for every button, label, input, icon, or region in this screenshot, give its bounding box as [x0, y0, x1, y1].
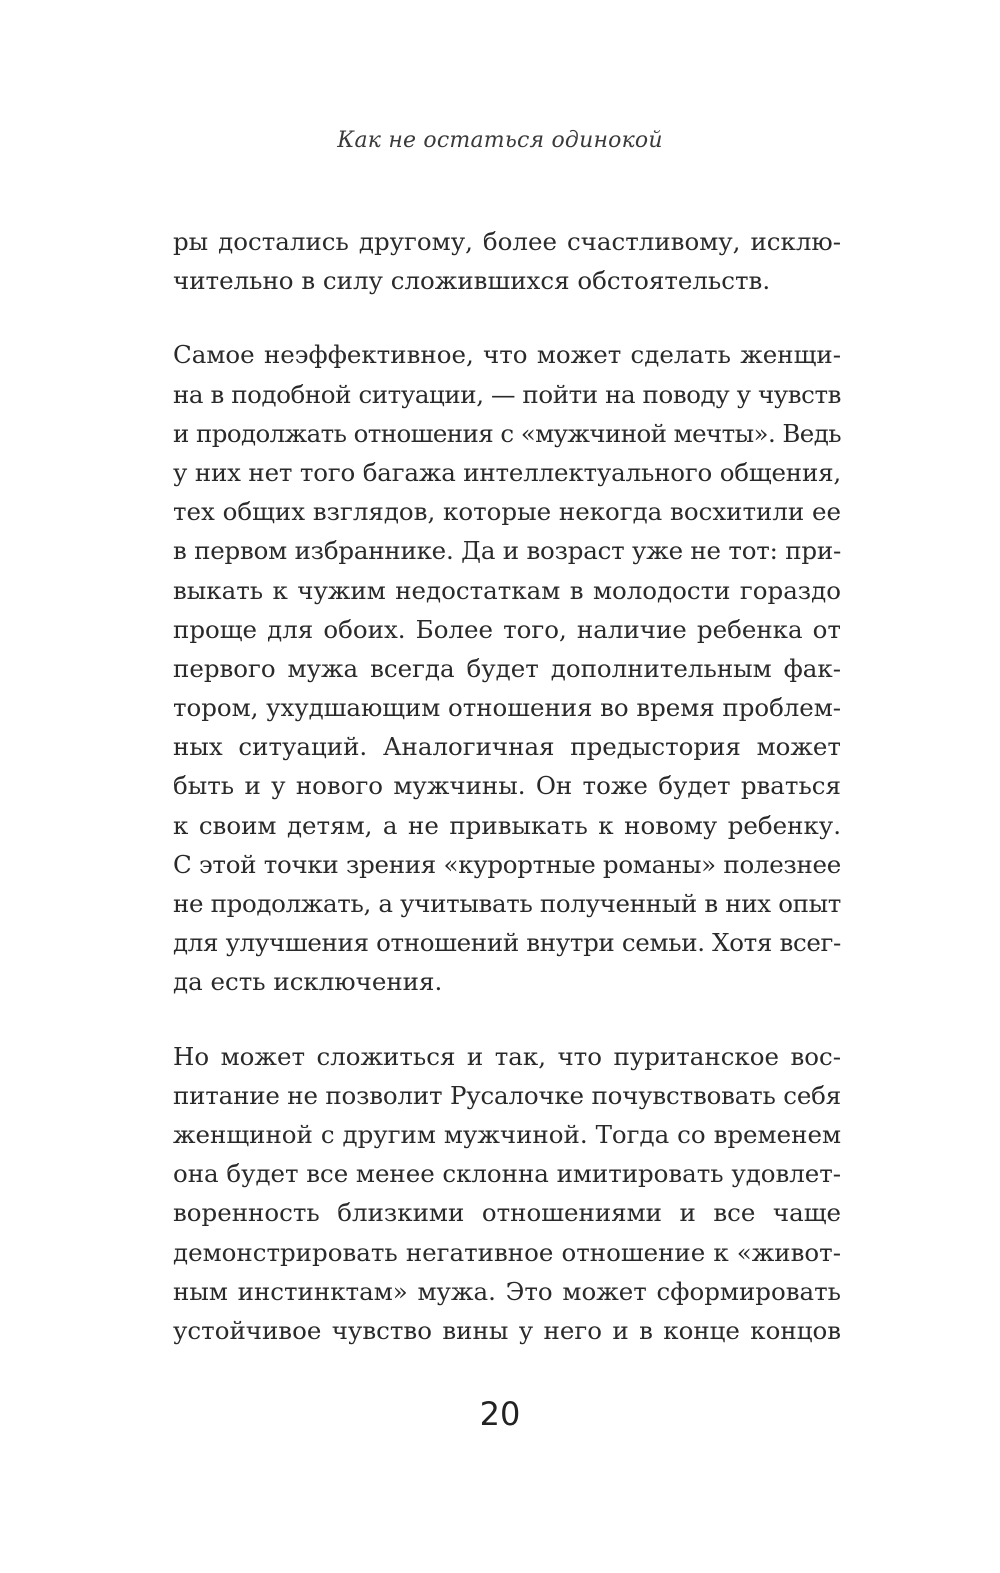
text-line: воренность близкими отношениями и все чаще	[173, 1198, 841, 1228]
text-line: для улучшения отношений внутри семьи. Хотя всег-	[173, 928, 841, 958]
text-line: на в подобной ситуации, — пойти на поводу у чувств	[173, 379, 842, 409]
text-line: устойчивое чувство вины у него и в конце концов	[173, 1315, 841, 1345]
text-line: ных ситуаций. Аналогичная предыстория может	[173, 732, 841, 762]
text-line: в первом избраннике. Да и возраст уже не тот: при-	[173, 536, 842, 566]
text-line: она будет все менее склонна имитировать удовлет-	[173, 1159, 842, 1189]
text-line: первого мужа всегда будет дополнительным фак-	[173, 653, 841, 683]
text-line: ры достались другому, более счастливому, исклю-	[173, 227, 841, 256]
paragraph-1	[173, 222, 841, 300]
running-header: Как не остаться одинокой	[337, 128, 663, 153]
text-line: к своим детям, а не привыкать к новому ребенку.	[173, 810, 841, 840]
text-line: тех общих взглядов, которые некогда восхитили ее	[173, 497, 842, 527]
text-line: быть и у нового мужчины. Он тоже будет рваться	[173, 771, 841, 801]
body-text	[173, 222, 841, 1350]
text-line: не продолжать, а учитывать полученный в них опыт	[173, 889, 841, 918]
text-line: выкать к чужим недостаткам в молодости гораздо	[173, 575, 841, 605]
text-line: да есть исключения.	[173, 967, 443, 997]
paragraph-2	[173, 335, 841, 1001]
page-number: 20	[479, 1395, 521, 1433]
text-line: питание не позволит Русалочке почувствовать себя	[173, 1080, 841, 1110]
text-line: проще для обоих. Более того, наличие ребенка от	[173, 614, 841, 644]
text-line: у них нет того багажа интеллектуального общения,	[173, 457, 842, 487]
text-line: Но может сложиться и так, что пуританское вос-	[173, 1041, 841, 1071]
text-line: демонстрировать негативное отношение к «живот-	[173, 1237, 841, 1267]
text-line: тором, ухудшающим отношения во время проблем-	[173, 693, 842, 723]
text-line: Самое неэффективное, что может сделать женщи-	[173, 340, 841, 370]
text-line: чительно в силу сложившихся обстоятельств.	[173, 266, 771, 296]
text-line: женщиной с другим мужчиной. Тогда со временем	[173, 1119, 841, 1149]
paragraph-3	[173, 1037, 841, 1351]
text-line: ным инстинктам» мужа. Это может сформировать	[173, 1276, 841, 1306]
text-line: и продолжать отношения с «мужчиной мечты». Ведь	[173, 418, 841, 448]
text-line: С этой точки зрения «курортные романы» полезнее	[173, 849, 841, 879]
